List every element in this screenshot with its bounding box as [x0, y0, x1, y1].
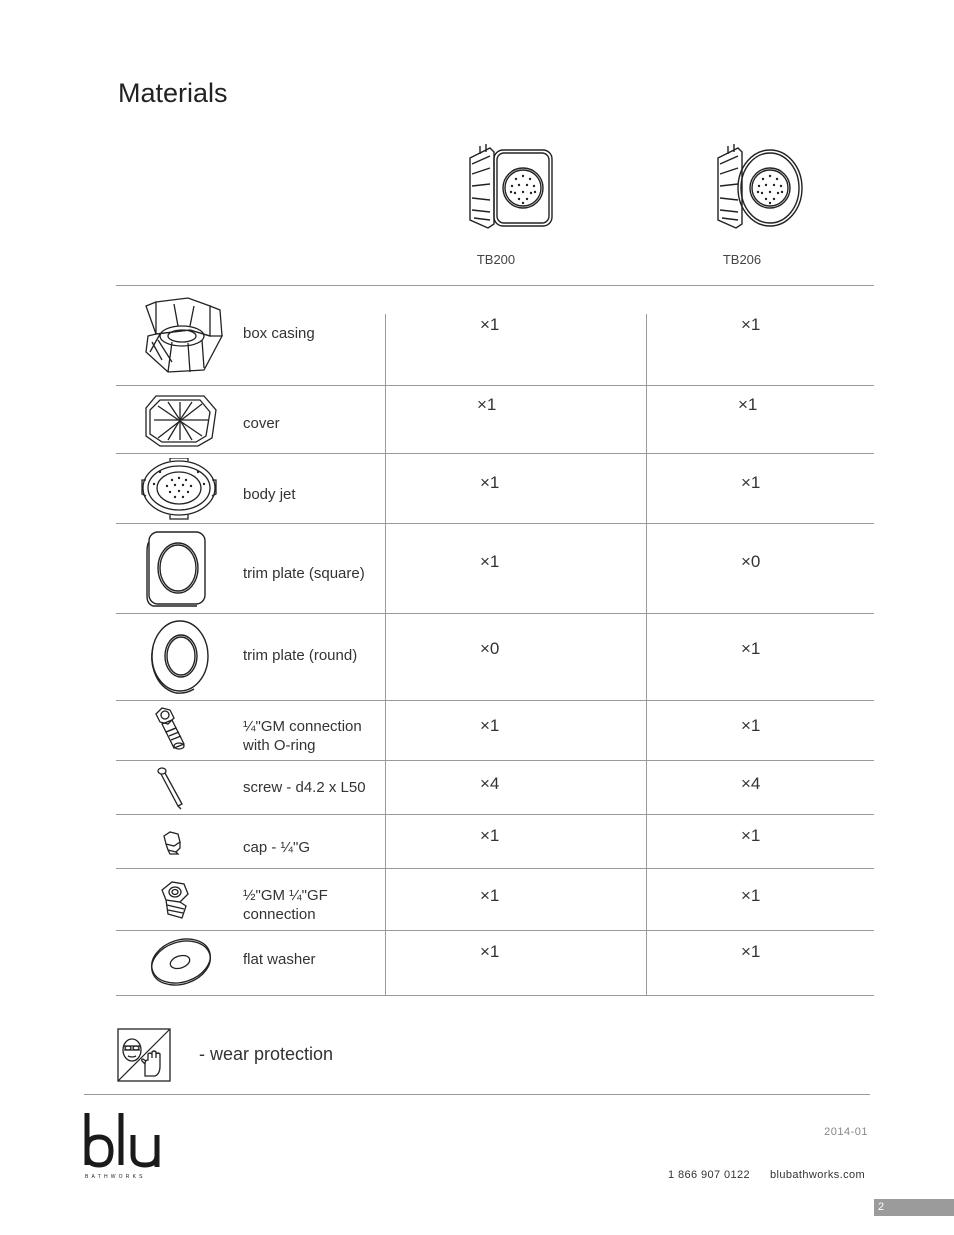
phone-number: 1 866 907 0122 — [668, 1169, 751, 1181]
item-name-line: ½"GM ¼"GF — [243, 887, 328, 904]
row-divider — [116, 385, 874, 386]
page-number: 2 — [874, 1199, 954, 1216]
cover-icon — [142, 392, 218, 448]
warning-text: - wear protection — [199, 1044, 334, 1064]
qty-tb206: ×1 — [738, 395, 758, 414]
qty-tb206: ×1 — [741, 639, 761, 658]
item-name: cover — [243, 415, 280, 432]
item-name-line: ¼"GM connection — [243, 718, 362, 735]
row-divider — [116, 523, 874, 524]
row-divider — [116, 814, 874, 815]
square-trim-plate-icon — [145, 530, 211, 608]
table-bottom-rule — [116, 995, 874, 996]
item-name — [243, 886, 328, 924]
qty-tb206: ×4 — [741, 774, 761, 793]
column-divider — [646, 314, 647, 995]
row-divider — [116, 760, 874, 761]
round-body-jet-icon — [712, 140, 804, 232]
qty-tb200: ×1 — [480, 716, 500, 735]
page-title: Materials — [118, 78, 228, 108]
qty-tb206: ×1 — [741, 716, 761, 735]
round-trim-plate-icon — [146, 619, 212, 695]
item-name — [243, 717, 362, 755]
qty-tb200: ×1 — [480, 826, 500, 845]
row-divider — [116, 868, 874, 869]
qty-tb206: ×1 — [741, 473, 761, 492]
box-casing-icon — [138, 296, 226, 376]
item-name: cap - ¼"G — [243, 839, 311, 856]
qty-tb200: ×1 — [480, 552, 500, 571]
item-name: body jet — [243, 486, 296, 503]
item-name: flat washer — [243, 951, 316, 968]
item-name-line: connection — [243, 906, 316, 923]
item-name: box casing — [243, 325, 315, 342]
product-label-tb200: TB200 — [476, 252, 516, 267]
row-divider — [116, 930, 874, 931]
qty-tb200: ×1 — [480, 315, 500, 334]
qty-tb206: ×1 — [741, 942, 761, 961]
protective-gear-icon — [117, 1028, 171, 1082]
qty-tb200: ×1 — [480, 473, 500, 492]
flat-washer-icon — [148, 936, 214, 988]
screw-icon — [156, 766, 186, 810]
row-divider — [116, 613, 874, 614]
qty-tb200: ×4 — [480, 774, 500, 793]
blu-logo — [83, 1113, 165, 1169]
connection-o-ring-icon — [152, 706, 188, 752]
website-link[interactable]: blubathworks.com — [770, 1169, 866, 1181]
qty-tb200: ×1 — [477, 395, 497, 414]
table-top-rule — [116, 285, 874, 286]
item-name: trim plate (round) — [243, 647, 358, 664]
qty-tb206: ×1 — [741, 826, 761, 845]
item-name: screw - d4.2 x L50 — [243, 779, 366, 796]
qty-tb206: ×0 — [741, 552, 761, 571]
qty-tb200: ×1 — [480, 886, 500, 905]
qty-tb200: ×1 — [480, 942, 500, 961]
brand-subtitle: BATHWORKS — [85, 1174, 146, 1180]
square-body-jet-icon — [464, 140, 556, 232]
cap-icon — [160, 830, 184, 856]
column-divider — [385, 314, 386, 995]
product-label-tb206: TB206 — [722, 252, 762, 267]
qty-tb206: ×1 — [741, 886, 761, 905]
row-divider — [116, 700, 874, 701]
item-name-line: with O-ring — [243, 737, 316, 754]
row-divider — [116, 453, 874, 454]
footer-divider — [84, 1094, 870, 1095]
document-date: 2014-01 — [824, 1126, 868, 1138]
item-name: trim plate (square) — [243, 565, 365, 582]
qty-tb206: ×1 — [741, 315, 761, 334]
body-jet-icon — [140, 458, 218, 520]
reducer-connection-icon — [158, 880, 194, 922]
qty-tb200: ×0 — [480, 639, 500, 658]
